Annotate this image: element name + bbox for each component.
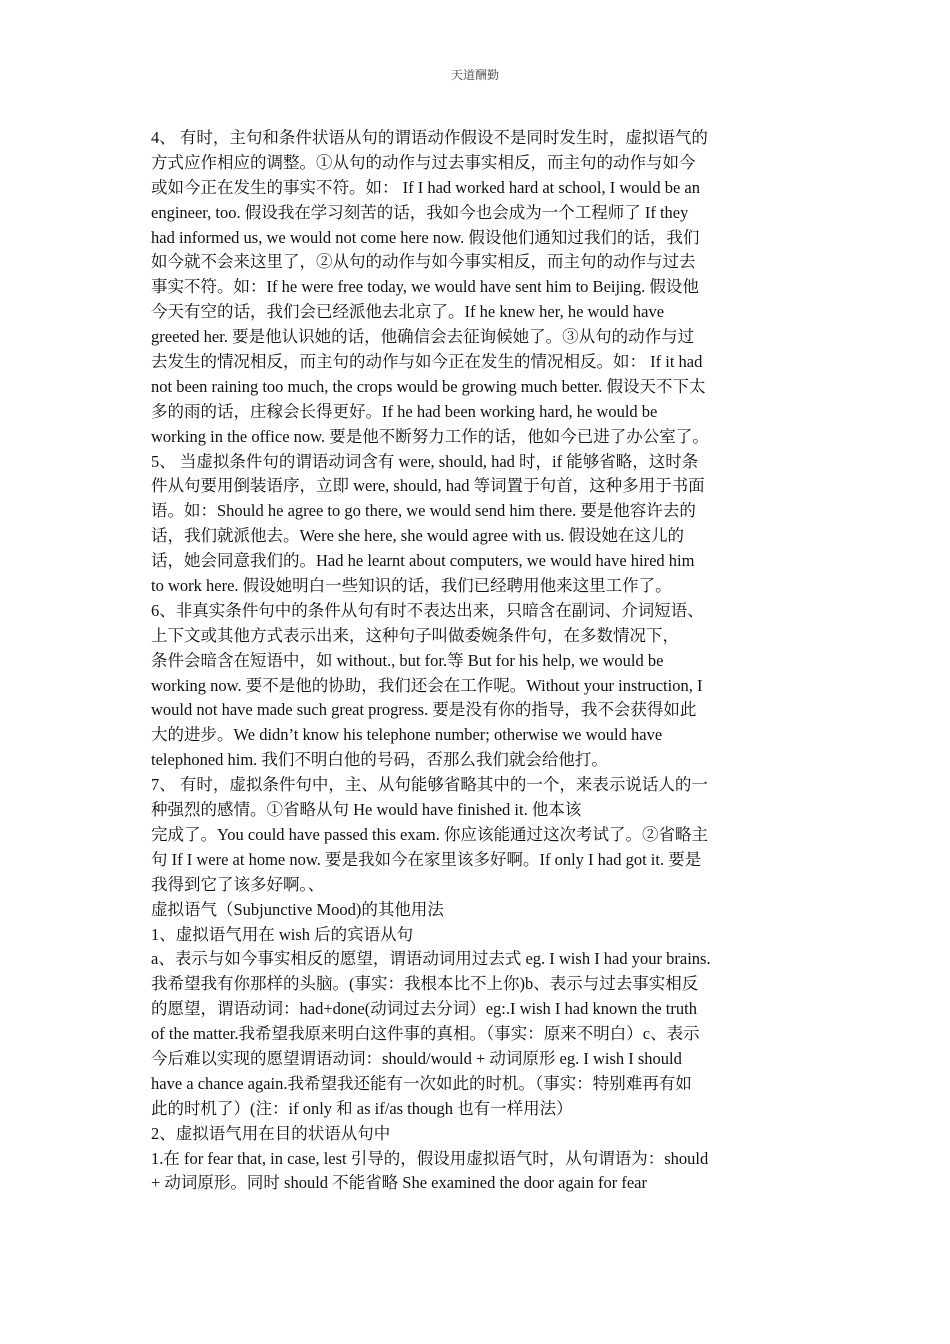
text-line: working now. 要不是他的协助，我们还会在工作呢。Without your instruction, I — [151, 675, 703, 695]
text-line: 大的进步。We didn’t know his telephone number; otherwise we would have — [151, 725, 663, 745]
text-line: + 动词原形。同时 should 不能省略 She examined the door again for fear — [151, 1173, 647, 1193]
text-line: would not have made such great progress. 要是没有你的指导，我不会获得如此 — [151, 700, 697, 720]
text-line: 完成了。You could have passed this exam. 你应该能通过这次考试了。②省略主 — [151, 824, 709, 844]
text-line: 事实不符。如：If he were free today, we would have sent him to Beijing. 假设他 — [151, 277, 699, 297]
text-line: 的愿望，谓语动词：had+done(动词过去分词）eg:.I wish I had known the truth — [151, 999, 697, 1019]
text-line: 如今就不会来这里了，②从句的动作与如今事实相反，而主句的动作与过去 — [151, 252, 696, 272]
text-line: to work here. 假设她明白一些知识的话，我们已经聘用他来这里工作了。 — [151, 576, 672, 596]
text-line: 4、 有时，主句和条件状语从句的谓语动作假设不是同时发生时，虚拟语气的 — [151, 128, 708, 147]
text-line: not been raining too much, the crops would be growing much better. 假设天不下太 — [151, 376, 706, 396]
text-line: 6、非真实条件句中的条件从句有时不表达出来，只暗含在副词、介词短语、 — [151, 600, 704, 620]
text-line: 或如今正在发生的事实不符。如： If I had worked hard at school, I would be an — [151, 177, 700, 197]
text-line: 句 If I were at home now. 要是我如今在家里该多好啊。If only I had got it. 要是 — [151, 849, 702, 869]
text-line: 我希望我有你那样的头脑。(事实：我根本比不上你)b、表示与过去事实相反 — [151, 974, 699, 994]
text-line: 条件会暗含在短语中，如 without., but for.等 But for his help, we would be — [151, 650, 664, 670]
text-line: 2、虚拟语气用在目的状语从句中 — [151, 1123, 391, 1143]
text-line: of the matter.我希望我原来明白这件事的真相。（事实：原来不明白）c、表示 — [151, 1024, 700, 1044]
text-line: 语。如：Should he agree to go there, we would send him there. 要是他容许去的 — [151, 501, 696, 521]
text-line: a、表示与如今事实相反的愿望，谓语动词用过去式 eg. I wish I had your brains. — [151, 949, 711, 969]
text-line: had informed us, we would not come here now. 假设他们通知过我们的话，我们 — [151, 227, 700, 247]
text-line: 此的时机了）(注：if only 和 as if/as though 也有一样用法） — [151, 1098, 573, 1118]
text-line: 去发生的情况相反，而主句的动作与如今正在发生的情况相反。如： If it had — [151, 352, 703, 372]
body-text — [151, 126, 801, 1196]
text-line: 1、虚拟语气用在 wish 后的宾语从句 — [151, 924, 414, 944]
text-line: 多的雨的话，庄稼会长得更好。If he had been working hard, he would be — [151, 401, 658, 421]
text-line: 5、 当虚拟条件句的谓语动词含有 were, should, had 时，if 能够省略，这时条 — [151, 451, 699, 471]
text-line: working in the office now. 要是他不断努力工作的话，他如今已进了办公室了。 — [151, 426, 709, 446]
text-line: 虚拟语气（Subjunctive Mood)的其他用法 — [151, 899, 444, 919]
text-line: 7、 有时，虚拟条件句中，主、从句能够省略其中的一个，来表示说话人的一 — [151, 775, 708, 795]
text-line: 种强烈的感情。①省略从句 He would have finished it. 他本该 — [151, 800, 582, 820]
text-line: 话，我们就派他去。Were she here, she would agree with us. 假设她在这儿的 — [151, 526, 684, 546]
text-line: telephoned him. 我们不明白他的号码，否那么我们就会给他打。 — [151, 750, 608, 770]
text-line: 1.在 for fear that, in case, lest 引导的，假设用虚拟语气时，从句谓语为：should — [151, 1148, 709, 1168]
text-line: have a chance again.我希望我还能有一次如此的时机。（事实：特别难再有如 — [151, 1073, 692, 1093]
text-line: 件从句要用倒装语序，立即 were, should, had 等词置于句首，这种多用于书面 — [151, 476, 705, 496]
text-line: 上下文或其他方式表示出来，这种句子叫做委婉条件句，在多数情况下， — [151, 625, 679, 645]
page-header: 天道酬勤 — [450, 68, 499, 82]
text-line: 今后难以实现的愿望谓语动词：should/would + 动词原形 eg. I wish I should — [151, 1048, 682, 1068]
text-line: 我得到它了该多好啊。、 — [151, 874, 325, 894]
text-line: 方式应作相应的调整。①从句的动作与过去事实相反，而主句的动作与如今 — [151, 152, 696, 172]
text-line: greeted her. 要是他认识她的话，他确信会去征询候她了。③从句的动作与过 — [151, 327, 695, 347]
text-line: 今天有空的话，我们会已经派他去北京了。If he knew her, he would have — [151, 302, 665, 322]
text-line: 话，她会同意我们的。Had he learnt about computers, we would have hired him — [151, 551, 695, 571]
text-line: engineer, too. 假设我在学习刻苦的话，我如今也会成为一个工程师了 If they — [151, 202, 689, 222]
